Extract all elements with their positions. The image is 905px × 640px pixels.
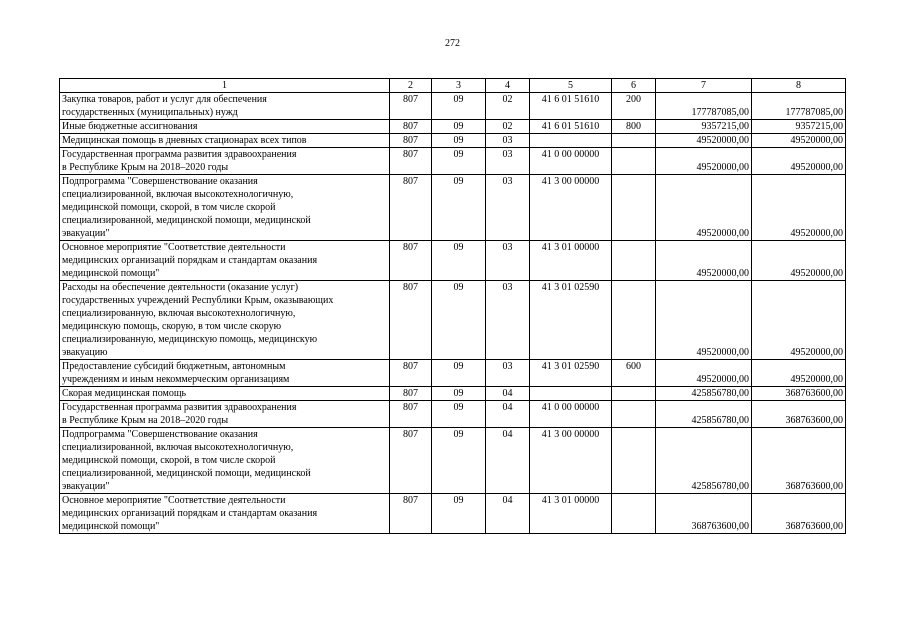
table-row xyxy=(60,241,846,281)
table-row xyxy=(60,120,846,134)
row-target-code: 41 3 01 02590 xyxy=(530,281,612,360)
row-section: 09 xyxy=(432,241,486,281)
budget-table xyxy=(59,78,846,534)
row-amount-col8: 368763600,00 xyxy=(752,387,846,401)
row-target-code: 41 0 00 00000 xyxy=(530,401,612,428)
row-subsection: 03 xyxy=(486,360,530,387)
row-target-code: 41 3 01 00000 xyxy=(530,241,612,281)
row-name: Подпрограмма "Совершенствование оказания специализированной, включая высокотехнологичную, медицинской помощи, скорой, в том числе скорой специализированной, медицинской помощи, медицинской эвакуации" xyxy=(60,428,390,494)
row-subsection: 02 xyxy=(486,93,530,120)
row-subsection: 04 xyxy=(486,387,530,401)
row-subsection: 03 xyxy=(486,241,530,281)
row-expense-type: 200 xyxy=(612,93,656,120)
row-target-code: 41 6 01 51610 xyxy=(530,93,612,120)
row-subsection: 04 xyxy=(486,494,530,534)
row-amount-col8: 9357215,00 xyxy=(752,120,846,134)
table-row xyxy=(60,360,846,387)
row-admin-code: 807 xyxy=(390,120,432,134)
row-expense-type xyxy=(612,148,656,175)
row-amount-col8: 368763600,00 xyxy=(752,494,846,534)
row-subsection: 04 xyxy=(486,401,530,428)
row-subsection: 04 xyxy=(486,428,530,494)
table-row xyxy=(60,148,846,175)
row-expense-type xyxy=(612,387,656,401)
row-name: Скорая медицинская помощь xyxy=(60,387,390,401)
row-expense-type xyxy=(612,494,656,534)
row-expense-type xyxy=(612,241,656,281)
column-header: 7 xyxy=(656,79,752,93)
row-amount-col7: 425856780,00 xyxy=(656,401,752,428)
row-target-code: 41 3 01 02590 xyxy=(530,360,612,387)
row-subsection: 03 xyxy=(486,148,530,175)
row-admin-code: 807 xyxy=(390,494,432,534)
column-header: 1 xyxy=(60,79,390,93)
row-expense-type: 800 xyxy=(612,120,656,134)
row-expense-type xyxy=(612,175,656,241)
row-section: 09 xyxy=(432,360,486,387)
row-amount-col8: 368763600,00 xyxy=(752,401,846,428)
row-name: Расходы на обеспечение деятельности (оказание услуг) государственных учреждений Республики Крым, оказывающих специализированную, включая высокотехнологичную, медицинскую помощь, скорую, в том числе скорую специализированную, медицинскую помощь, медицинскую эвакуацию xyxy=(60,281,390,360)
row-expense-type xyxy=(612,428,656,494)
row-subsection: 02 xyxy=(486,120,530,134)
row-amount-col7: 425856780,00 xyxy=(656,428,752,494)
row-admin-code: 807 xyxy=(390,148,432,175)
row-target-code: 41 3 01 00000 xyxy=(530,494,612,534)
row-section: 09 xyxy=(432,428,486,494)
row-name: Иные бюджетные ассигнования xyxy=(60,120,390,134)
row-amount-col8: 177787085,00 xyxy=(752,93,846,120)
row-section: 09 xyxy=(432,93,486,120)
row-admin-code: 807 xyxy=(390,93,432,120)
row-subsection: 03 xyxy=(486,281,530,360)
row-expense-type xyxy=(612,134,656,148)
row-amount-col8: 49520000,00 xyxy=(752,281,846,360)
row-section: 09 xyxy=(432,401,486,428)
column-header: 3 xyxy=(432,79,486,93)
row-amount-col8: 49520000,00 xyxy=(752,175,846,241)
column-header: 4 xyxy=(486,79,530,93)
table-row xyxy=(60,494,846,534)
row-amount-col7: 425856780,00 xyxy=(656,387,752,401)
row-amount-col7: 49520000,00 xyxy=(656,134,752,148)
row-amount-col8: 49520000,00 xyxy=(752,360,846,387)
row-target-code: 41 3 00 00000 xyxy=(530,428,612,494)
row-subsection: 03 xyxy=(486,134,530,148)
column-header: 8 xyxy=(752,79,846,93)
row-target-code xyxy=(530,134,612,148)
row-expense-type xyxy=(612,401,656,428)
table-row xyxy=(60,134,846,148)
row-target-code xyxy=(530,387,612,401)
row-admin-code: 807 xyxy=(390,387,432,401)
row-section: 09 xyxy=(432,120,486,134)
row-amount-col7: 9357215,00 xyxy=(656,120,752,134)
row-target-code: 41 6 01 51610 xyxy=(530,120,612,134)
row-name: Государственная программа развития здравоохранения в Республике Крым на 2018–2020 годы xyxy=(60,401,390,428)
row-name: Государственная программа развития здравоохранения в Республике Крым на 2018–2020 годы xyxy=(60,148,390,175)
row-admin-code: 807 xyxy=(390,281,432,360)
row-amount-col7: 49520000,00 xyxy=(656,148,752,175)
row-section: 09 xyxy=(432,134,486,148)
row-admin-code: 807 xyxy=(390,241,432,281)
row-target-code: 41 0 00 00000 xyxy=(530,148,612,175)
row-amount-col8: 49520000,00 xyxy=(752,134,846,148)
row-amount-col8: 49520000,00 xyxy=(752,241,846,281)
page-number: 272 xyxy=(445,38,460,49)
table-row xyxy=(60,175,846,241)
row-name: Основное мероприятие "Соответствие деятельности медицинских организаций порядкам и стандартам оказания медицинской помощи" xyxy=(60,241,390,281)
row-target-code: 41 3 00 00000 xyxy=(530,175,612,241)
column-header: 6 xyxy=(612,79,656,93)
table-row xyxy=(60,401,846,428)
row-name: Предоставление субсидий бюджетным, автономным учреждениям и иным некоммерческим организациям xyxy=(60,360,390,387)
row-section: 09 xyxy=(432,148,486,175)
row-admin-code: 807 xyxy=(390,428,432,494)
table-row xyxy=(60,281,846,360)
row-amount-col7: 368763600,00 xyxy=(656,494,752,534)
row-name: Подпрограмма "Совершенствование оказания специализированной, включая высокотехнологичную, медицинской помощи, скорой, в том числе скорой специализированной, медицинской помощи, медицинской эвакуации" xyxy=(60,175,390,241)
table-row xyxy=(60,387,846,401)
row-admin-code: 807 xyxy=(390,401,432,428)
row-expense-type: 600 xyxy=(612,360,656,387)
row-amount-col7: 177787085,00 xyxy=(656,93,752,120)
table-row xyxy=(60,93,846,120)
row-expense-type xyxy=(612,281,656,360)
row-subsection: 03 xyxy=(486,175,530,241)
column-header: 5 xyxy=(530,79,612,93)
table-row xyxy=(60,428,846,494)
column-header: 2 xyxy=(390,79,432,93)
table-header-row xyxy=(60,79,846,93)
row-name: Медицинская помощь в дневных стационарах всех типов xyxy=(60,134,390,148)
row-amount-col7: 49520000,00 xyxy=(656,281,752,360)
row-section: 09 xyxy=(432,175,486,241)
row-amount-col7: 49520000,00 xyxy=(656,241,752,281)
row-section: 09 xyxy=(432,387,486,401)
row-name: Закупка товаров, работ и услуг для обеспечения государственных (муниципальных) нужд xyxy=(60,93,390,120)
row-amount-col8: 49520000,00 xyxy=(752,148,846,175)
row-section: 09 xyxy=(432,281,486,360)
row-admin-code: 807 xyxy=(390,175,432,241)
row-amount-col8: 368763600,00 xyxy=(752,428,846,494)
row-amount-col7: 49520000,00 xyxy=(656,175,752,241)
row-amount-col7: 49520000,00 xyxy=(656,360,752,387)
row-admin-code: 807 xyxy=(390,134,432,148)
row-admin-code: 807 xyxy=(390,360,432,387)
row-name: Основное мероприятие "Соответствие деятельности медицинских организаций порядкам и стандартам оказания медицинской помощи" xyxy=(60,494,390,534)
row-section: 09 xyxy=(432,494,486,534)
